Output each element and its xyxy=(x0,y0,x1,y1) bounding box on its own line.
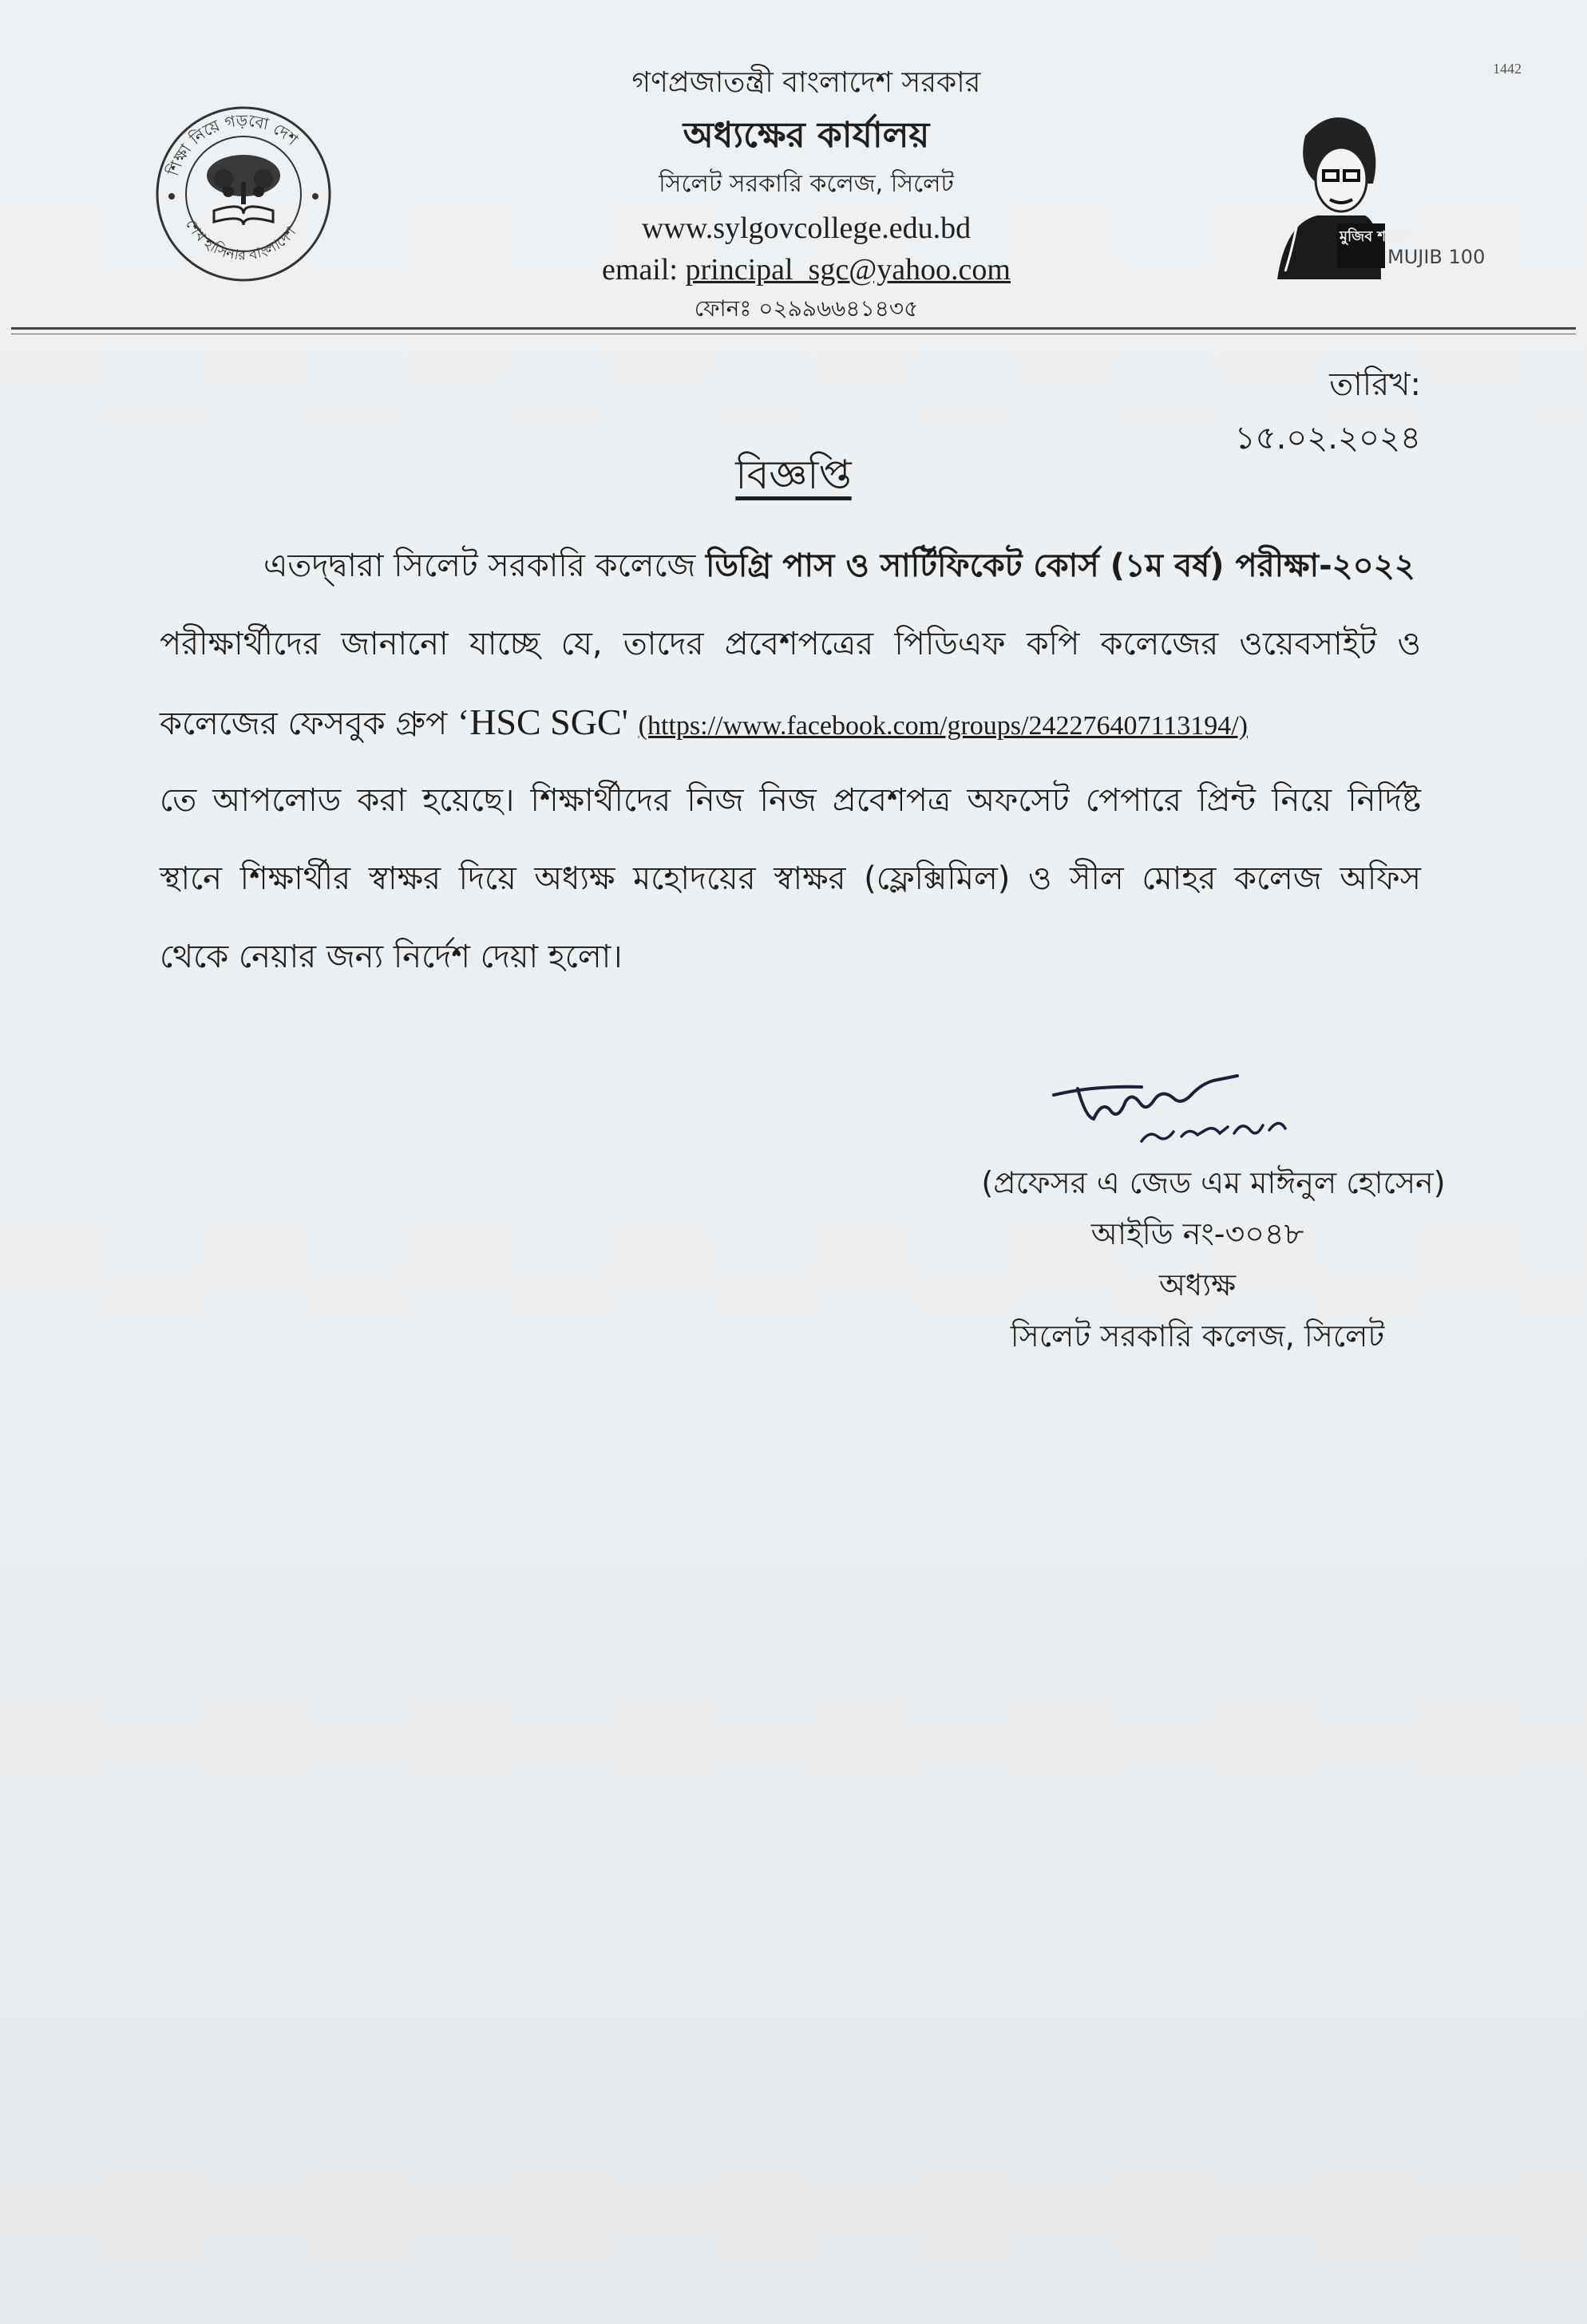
facebook-group-name: ‘HSC SGC' xyxy=(457,702,628,742)
signature-block xyxy=(942,1157,1453,1362)
mujib-100-logo-icon xyxy=(1261,104,1486,279)
mujib-logo-mark: MUJIB 100 xyxy=(1387,246,1486,268)
notice-body xyxy=(160,527,1421,996)
email-address: principal_sgc@yahoo.com xyxy=(685,253,1011,287)
principal-name: (প্রফেসর এ জেড এম মাঈনুল হোসেন) xyxy=(981,1165,1446,1200)
college-website: www.sylgovcollege.edu.bd xyxy=(641,211,972,245)
notice-date: তারিখ: ১৫.০২.২০২৪ xyxy=(1234,366,1421,457)
letterhead xyxy=(0,0,1587,343)
body-line-6: থেকে নেয়ার জন্য নির্দেশ দেয়া হলো। xyxy=(160,939,623,975)
notice-title: বিজ্ঞপ্তি xyxy=(735,452,852,498)
principal-id: আইডি নং-৩০৪৮ xyxy=(1090,1216,1304,1251)
body-line-2: পরীক্ষার্থীদের জানানো যাচ্ছে যে, তাদের প্রবেশপত্রের পিডিএফ কপি কলেজের ওয়েবসাইট ও xyxy=(160,626,1421,662)
principal-signature-icon xyxy=(1046,1053,1333,1165)
government-name: গণপ্রজাতন্ত্রী বাংলাদেশ সরকার xyxy=(631,66,981,99)
office-name: অধ্যক্ষের কার্যালয় xyxy=(683,115,930,156)
body-line-1-intro: এতদ্দ্বারা সিলেট সরকারি কলেজে xyxy=(263,547,706,584)
body-line-3-text: কলেজের ফেসবুক গ্রুপ xyxy=(160,706,457,742)
svg-text:শেখ হাসিনার বাংলাদেশ xyxy=(182,216,299,263)
email-label: email: xyxy=(602,253,686,287)
header-divider xyxy=(11,327,1576,330)
body-line-5: স্থানে শিক্ষার্থীর স্বাক্ষর দিয়ে অধ্যক্ষ মহোদয়ের স্বাক্ষর (ফ্লেক্সিমিল) ও সীল মোহর কলেজ অফিস xyxy=(160,860,1421,897)
body-line-1 xyxy=(160,527,1421,605)
reference-number: 1442 xyxy=(1493,61,1522,77)
college-name: সিলেট সরকারি কলেজ, সিলেট xyxy=(659,170,954,198)
college-phone: ফোনঃ ০২৯৯৬৬৪১৪৩৫ xyxy=(694,295,919,322)
principal-college: সিলেট সরকারি কলেজ, সিলেট xyxy=(1010,1318,1385,1354)
exam-name: ডিগ্রি পাস ও সার্টিফিকেট কোর্স (১ম বর্ষ) পরীক্ষা-২০২২ xyxy=(706,547,1415,584)
body-line-4: তে আপলোড করা হয়েছে। শিক্ষার্থীদের নিজ নিজ প্রবেশপত্র অফসেট পেপারে প্রিন্ট নিয়ে নির্দিষ্ট xyxy=(160,782,1421,819)
seal-top-text: শিক্ষা নিয়ে গড়বো দেশ xyxy=(163,110,303,179)
mujib-logo-text: মুজিব শতবর্ষ xyxy=(1340,228,1413,245)
principal-designation: অধ্যক্ষ xyxy=(1158,1267,1236,1302)
facebook-group-link[interactable]: (https://www.facebook.com/groups/242276407113194/) xyxy=(638,711,1248,741)
college-email xyxy=(479,249,1134,290)
college-seal-logo-icon xyxy=(152,102,335,286)
seal-bottom-text: শেখ হাসিনার বাংলাদেশ xyxy=(181,216,300,264)
letterhead-text xyxy=(479,56,1134,327)
body-line-3 xyxy=(160,683,1421,761)
